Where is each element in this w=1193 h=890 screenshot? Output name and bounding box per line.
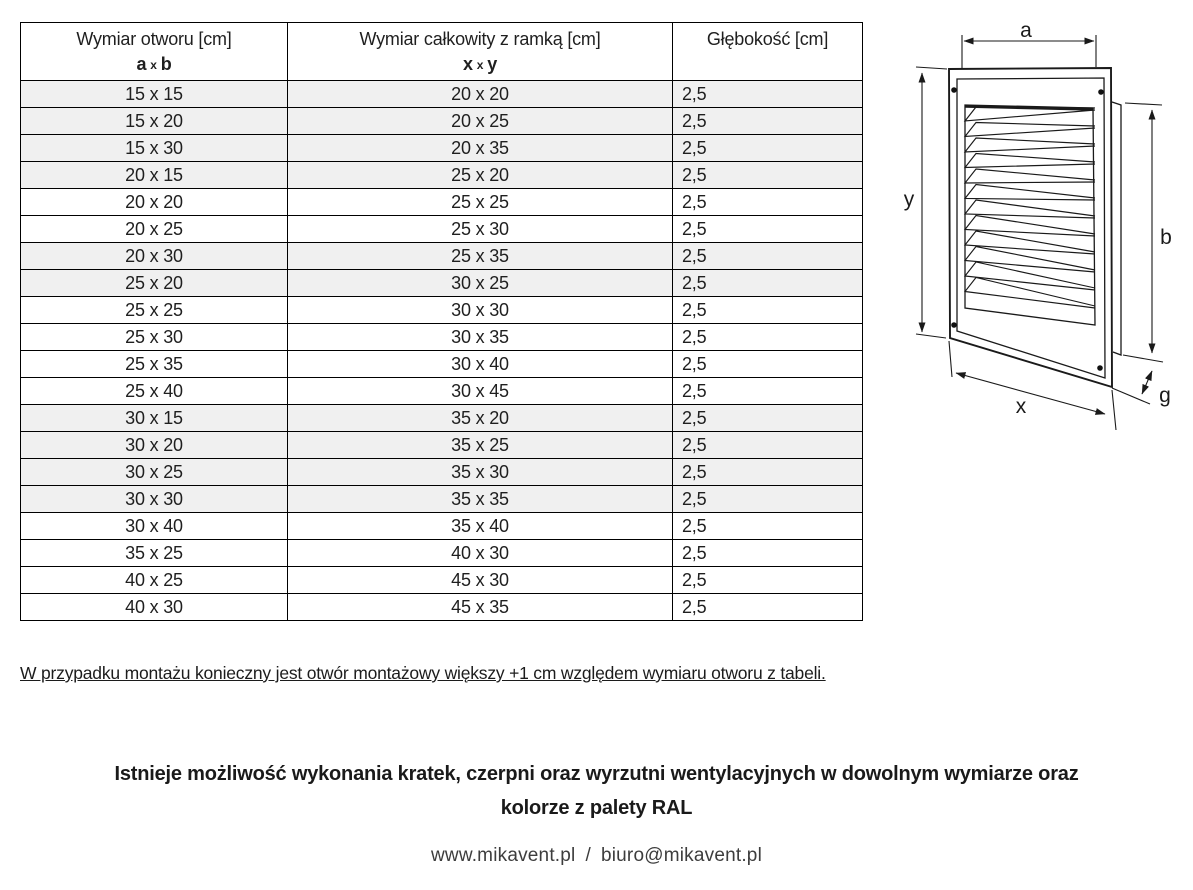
- depth-cell: 2,5: [673, 108, 863, 135]
- dimension-g: [1112, 371, 1171, 407]
- total-size-cell: 25 x 25: [288, 189, 673, 216]
- depth-cell: 2,5: [673, 513, 863, 540]
- dimension-a: [962, 19, 1096, 68]
- depth-cell: 2,5: [673, 405, 863, 432]
- total-size-cell: 30 x 45: [288, 378, 673, 405]
- table-row: [21, 216, 863, 243]
- opening-size-cell: 30 x 25: [21, 459, 288, 486]
- depth-cell: 2,5: [673, 378, 863, 405]
- table-row: [21, 378, 863, 405]
- website-text: www.mikavent.pl: [430, 845, 576, 866]
- dimension-b: [1123, 103, 1172, 362]
- opening-size-cell: 15 x 15: [21, 81, 288, 108]
- opening-size-cell: 15 x 20: [21, 108, 288, 135]
- table-row: [21, 486, 863, 513]
- total-size-cell: 35 x 20: [288, 405, 673, 432]
- depth-cell: 2,5: [673, 189, 863, 216]
- contact-line: [0, 845, 1193, 867]
- opening-size-cell: 40 x 30: [21, 594, 288, 621]
- opening-size-cell: 20 x 20: [21, 189, 288, 216]
- dim-label-x: x: [1015, 395, 1027, 418]
- statement-line-1: Istnieje możliwość wykonania kratek, czerpni oraz wyrzutni wentylacyjnych w dowolnym wymiarze oraz: [114, 763, 1079, 785]
- dimension-y: [904, 67, 947, 338]
- depth-cell: 2,5: [673, 243, 863, 270]
- grille-back-panel: [1112, 102, 1121, 355]
- opening-size-cell: 25 x 20: [21, 270, 288, 297]
- total-size-cell: 35 x 40: [288, 513, 673, 540]
- table-row: [21, 594, 863, 621]
- opening-size-cell: 25 x 30: [21, 324, 288, 351]
- table-row: [21, 297, 863, 324]
- header-total-title: Wymiar całkowity z ramką [cm]: [359, 29, 601, 49]
- opening-size-cell: 20 x 15: [21, 162, 288, 189]
- opening-size-cell: 20 x 30: [21, 243, 288, 270]
- opening-size-cell: 30 x 15: [21, 405, 288, 432]
- header-opening-size: [21, 23, 288, 81]
- total-size-cell: 30 x 30: [288, 297, 673, 324]
- total-size-cell: 25 x 30: [288, 216, 673, 243]
- header-depth-title: Głębokość [cm]: [706, 29, 829, 49]
- depth-cell: 2,5: [673, 297, 863, 324]
- table-row: [21, 351, 863, 378]
- statement-line-2: kolorze z palety RAL: [500, 797, 693, 819]
- table-row: [21, 270, 863, 297]
- table-row: [21, 567, 863, 594]
- table-row: [21, 189, 863, 216]
- table-row: [21, 81, 863, 108]
- header-total-sub: xx y: [462, 54, 498, 74]
- depth-cell: 2,5: [673, 81, 863, 108]
- mounting-note: W przypadku montażu konieczny jest otwór montażowy większy +1 cm względem wymiaru otworu z tabeli.: [20, 663, 826, 683]
- opening-size-cell: 35 x 25: [21, 540, 288, 567]
- table-body: [21, 81, 863, 621]
- opening-size-cell: 25 x 40: [21, 378, 288, 405]
- total-size-cell: 35 x 35: [288, 486, 673, 513]
- opening-size-cell: 20 x 25: [21, 216, 288, 243]
- opening-size-cell: 15 x 30: [21, 135, 288, 162]
- table-header-row: [21, 23, 863, 81]
- total-size-cell: 25 x 20: [288, 162, 673, 189]
- depth-cell: 2,5: [673, 270, 863, 297]
- table-row: [21, 135, 863, 162]
- table-row: [21, 513, 863, 540]
- depth-cell: 2,5: [673, 162, 863, 189]
- total-size-cell: 40 x 30: [288, 540, 673, 567]
- table-row: [21, 108, 863, 135]
- total-size-cell: 45 x 35: [288, 594, 673, 621]
- total-size-cell: 25 x 35: [288, 243, 673, 270]
- depth-cell: 2,5: [673, 486, 863, 513]
- email-text: biuro@mikavent.pl: [600, 845, 763, 866]
- dim-label-y: y: [903, 188, 915, 211]
- opening-size-cell: 40 x 25: [21, 567, 288, 594]
- table-row: [21, 324, 863, 351]
- dimensions-table: [20, 22, 863, 621]
- opening-size-cell: 25 x 35: [21, 351, 288, 378]
- header-total-size: [288, 23, 673, 81]
- total-size-cell: 20 x 20: [288, 81, 673, 108]
- screw-bottom-right: [1097, 365, 1103, 371]
- depth-cell: 2,5: [673, 432, 863, 459]
- depth-cell: 2,5: [673, 567, 863, 594]
- header-opening-title: Wymiar otworu [cm]: [76, 29, 232, 49]
- contact-separator: /: [585, 845, 591, 866]
- table-row: [21, 405, 863, 432]
- total-size-cell: 45 x 30: [288, 567, 673, 594]
- header-depth: [673, 23, 863, 81]
- total-size-cell: 35 x 30: [288, 459, 673, 486]
- dim-label-b: b: [1160, 226, 1172, 249]
- depth-cell: 2,5: [673, 135, 863, 162]
- table-row: [21, 432, 863, 459]
- table-row: [21, 162, 863, 189]
- depth-cell: 2,5: [673, 594, 863, 621]
- depth-cell: 2,5: [673, 351, 863, 378]
- depth-cell: 2,5: [673, 459, 863, 486]
- opening-size-cell: 25 x 25: [21, 297, 288, 324]
- total-size-cell: 30 x 40: [288, 351, 673, 378]
- screw-top-right: [1098, 89, 1104, 95]
- total-size-cell: 35 x 25: [288, 432, 673, 459]
- table-row: [21, 540, 863, 567]
- screw-top-left: [951, 87, 957, 93]
- header-opening-sub: ax b: [136, 54, 172, 74]
- opening-size-cell: 30 x 20: [21, 432, 288, 459]
- total-size-cell: 30 x 25: [288, 270, 673, 297]
- screw-bottom-left: [951, 322, 957, 328]
- depth-cell: 2,5: [673, 216, 863, 243]
- total-size-cell: 20 x 25: [288, 108, 673, 135]
- total-size-cell: 30 x 35: [288, 324, 673, 351]
- depth-cell: 2,5: [673, 540, 863, 567]
- dim-label-a: a: [1020, 19, 1032, 42]
- depth-cell: 2,5: [673, 324, 863, 351]
- opening-size-cell: 30 x 30: [21, 486, 288, 513]
- total-size-cell: 20 x 35: [288, 135, 673, 162]
- grille-diagram: [900, 10, 1193, 440]
- opening-size-cell: 30 x 40: [21, 513, 288, 540]
- dimensions-table-wrap: [20, 22, 863, 621]
- dim-label-g: g: [1159, 384, 1171, 407]
- table-row: [21, 459, 863, 486]
- table-row: [21, 243, 863, 270]
- custom-size-statement: [0, 757, 1193, 825]
